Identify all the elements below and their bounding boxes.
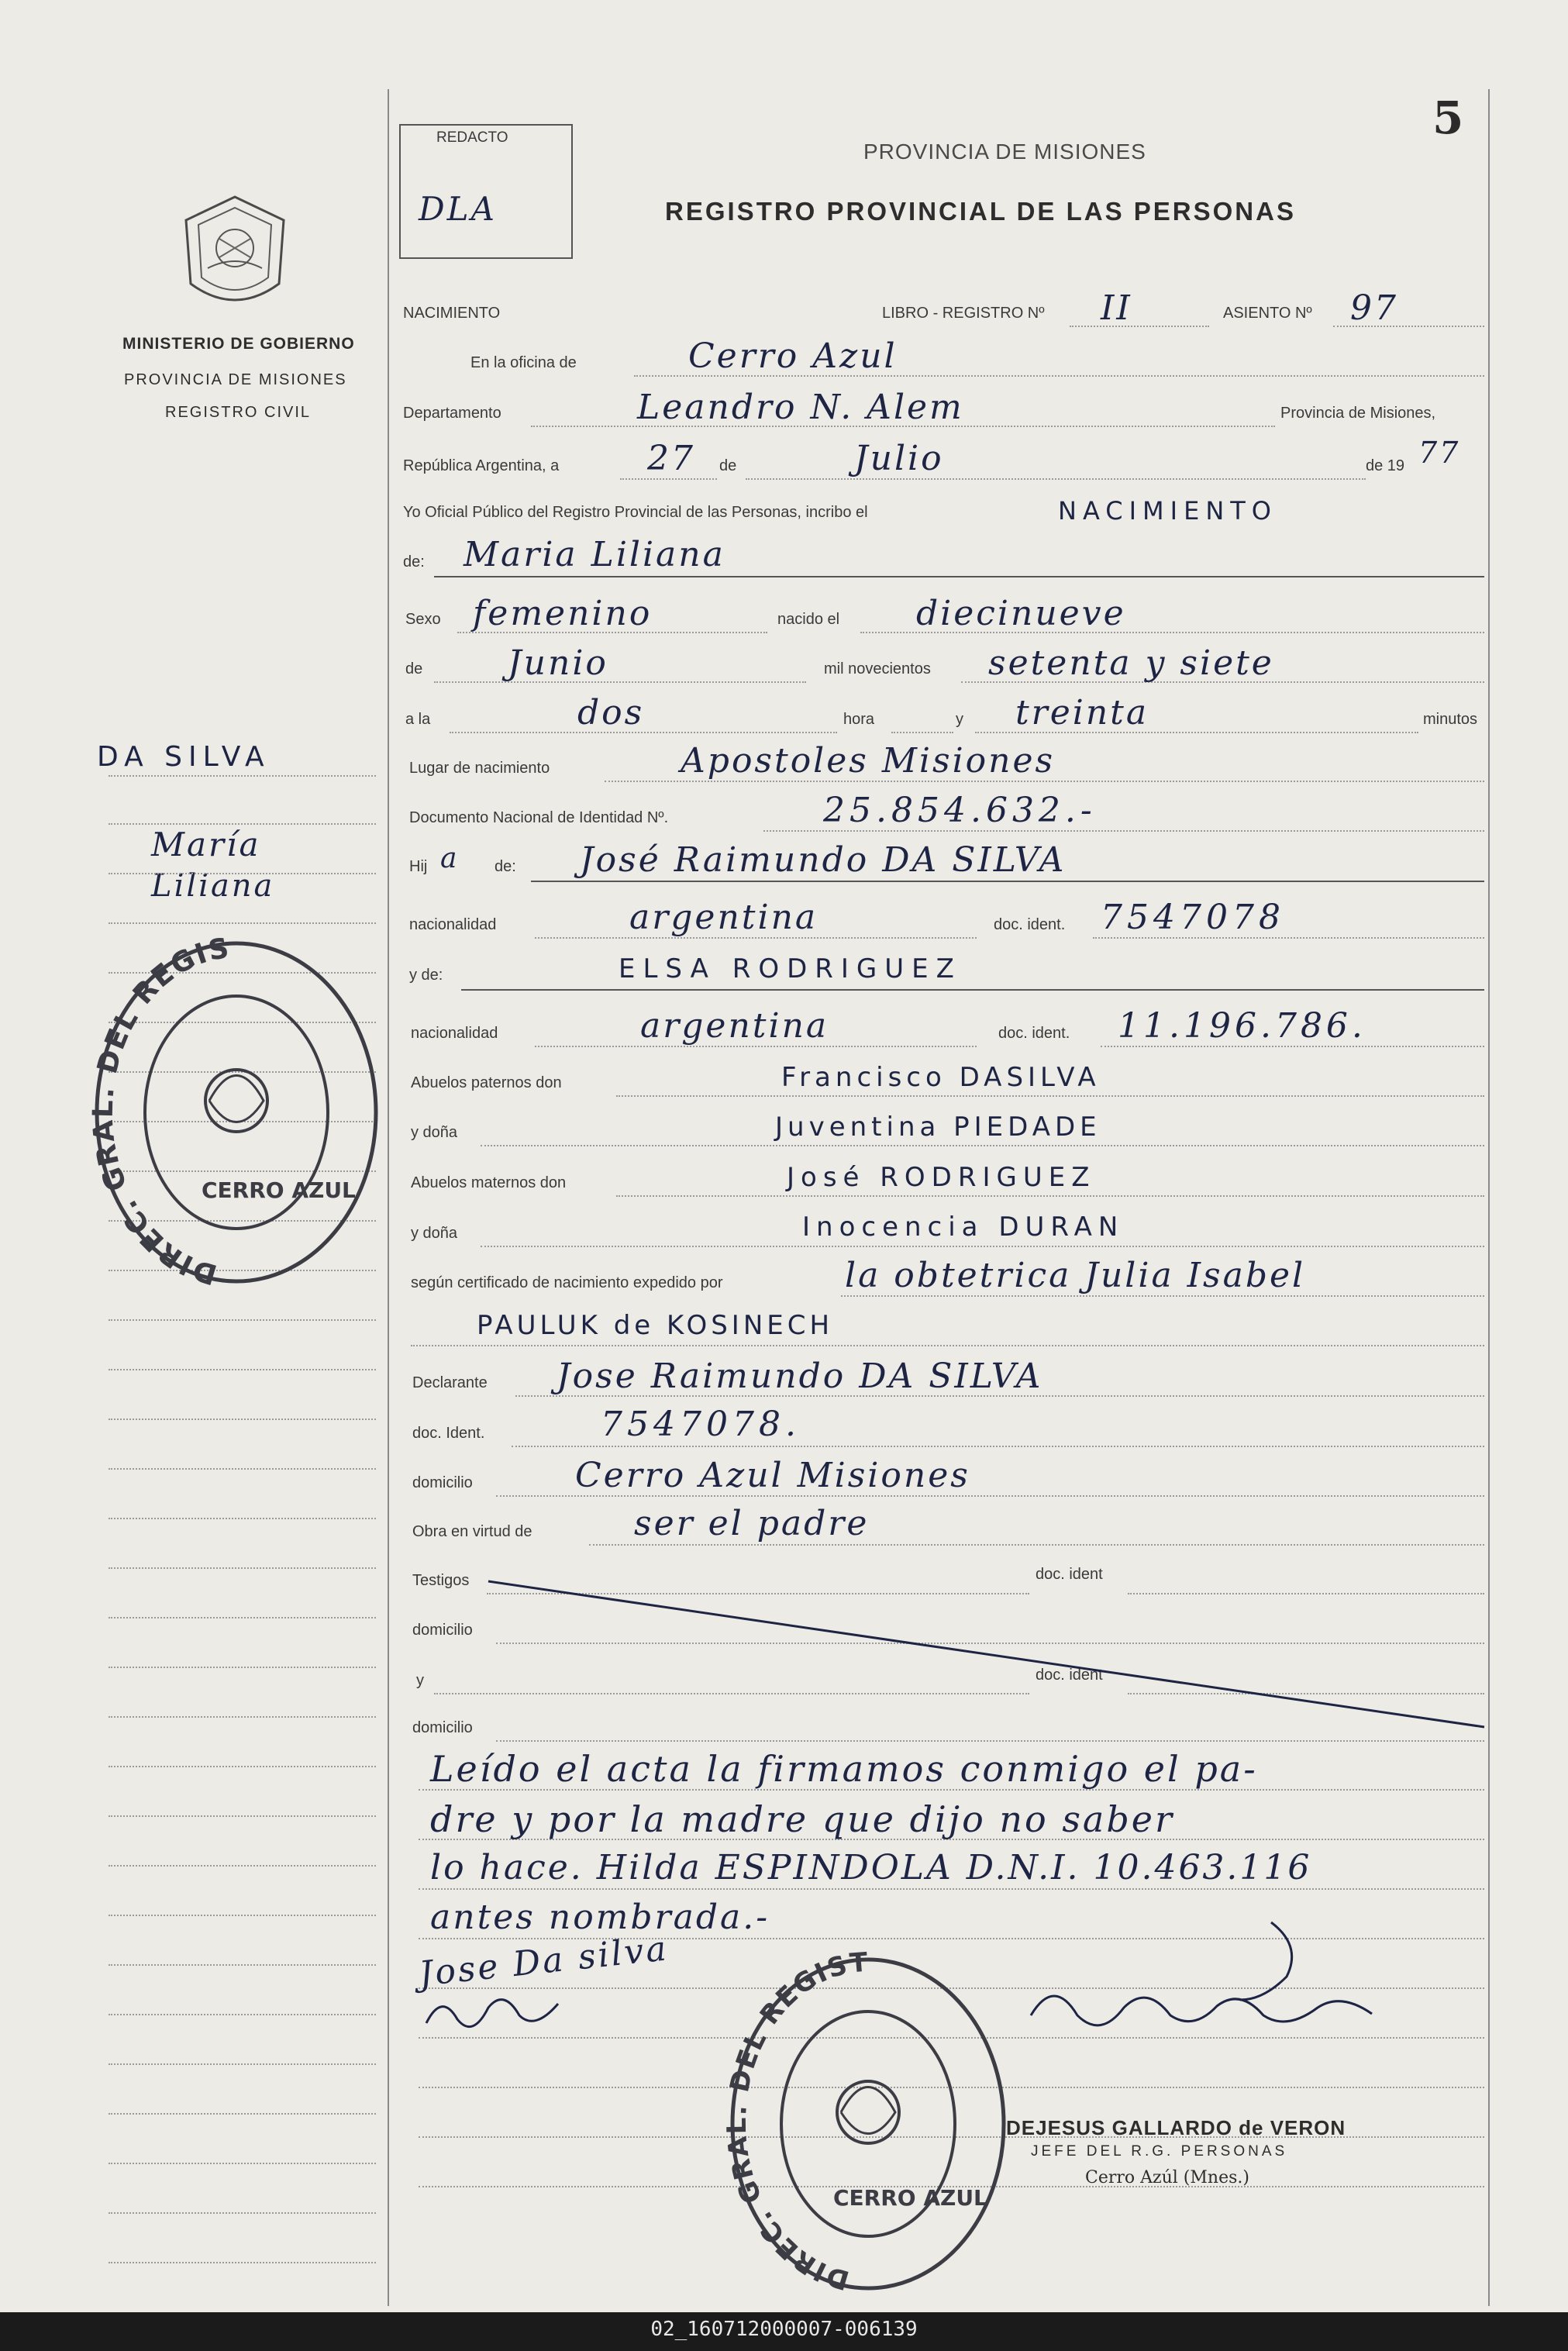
image-id-label: 02_160712000007-006139 (650, 2318, 918, 2341)
value-lugar: Apostoles Misiones (681, 741, 1056, 781)
registry-stamp-left (85, 934, 388, 1294)
value-padre: José Raimundo DA SILVA (580, 840, 1067, 880)
value-sexo: femenino (473, 594, 653, 633)
dotted-line (109, 2063, 376, 2065)
label-asiento: ASIENTO Nº (1223, 305, 1312, 322)
value-departamento: Leandro N. Alem (637, 388, 964, 427)
value-domicilio: Cerro Azul Misiones (575, 1456, 970, 1495)
dotted-line (109, 823, 376, 825)
dotted-line (109, 1518, 376, 1519)
label-nombre-de: de: (403, 553, 425, 571)
value-nacido-dia: diecinueve (916, 594, 1126, 633)
label-provincia-misiones: Provincia de Misiones, (1280, 405, 1436, 422)
label-nacionalidad: nacionalidad (409, 916, 497, 933)
label-nacionalidad2: nacionalidad (411, 1025, 498, 1042)
ministry-line2: PROVINCIA DE MISIONES (124, 371, 347, 388)
label-y-dona2: y doña (411, 1225, 458, 1242)
value-abuela-paterna: Juventina PIEDADE (775, 1112, 1101, 1143)
label-domicilio: domicilio (412, 1474, 473, 1491)
label-y2: y (416, 1672, 424, 1689)
value-dia: 27 (647, 439, 695, 478)
label-segun: según certificado de nacimiento expedido por (411, 1274, 723, 1291)
label-a-la: a la (405, 711, 431, 728)
dotted-line (109, 2014, 376, 2015)
value-oficina: Cerro Azul (688, 336, 898, 376)
label-hij: Hij (409, 858, 428, 875)
label-lugar: Lugar de nacimiento (409, 760, 550, 777)
dotted-line (109, 1468, 376, 1470)
margin-first: María (151, 826, 261, 864)
value-padre-doc: 7547078 (1101, 898, 1285, 937)
value-obra: ser el padre (634, 1504, 870, 1543)
label-mil-novecientos: mil novecientos (824, 660, 931, 677)
value-madre-nac: argentina (640, 1006, 829, 1046)
dotted-line (109, 1667, 376, 1668)
label-libro: LIBRO - REGISTRO Nº (882, 305, 1045, 322)
dotted-line (109, 1716, 376, 1718)
value-dni: 25.854.632.- (823, 791, 1097, 830)
header-title: REGISTRO PROVINCIAL DE LAS PERSONAS (665, 197, 1296, 226)
label-nacido-el: nacido el (777, 611, 840, 628)
value-libro: II (1101, 288, 1132, 328)
value-abuelo-materno: José RODRIGUEZ (787, 1162, 1096, 1193)
label-doc-ident2: doc. ident. (998, 1025, 1070, 1042)
label-domicilio3: domicilio (412, 1719, 473, 1736)
redacto-label: REDACTO (436, 129, 508, 146)
value-nacido-mes: Junio (508, 643, 608, 683)
value-minutos: treinta (1015, 693, 1149, 733)
dotted-line (109, 1567, 376, 1569)
value-mes: Julio (854, 439, 944, 478)
label-yo-oficial: Yo Oficial Público del Registro Provincial de las Personas, incribo el (403, 504, 868, 521)
signature-scribble (419, 1984, 574, 2046)
margin-second: Liliana (151, 868, 275, 904)
value-madre-doc: 11.196.786. (1118, 1006, 1366, 1046)
dotted-line (109, 2163, 376, 2164)
dotted-line (109, 1915, 376, 1916)
label-testigos: Testigos (412, 1572, 470, 1589)
stamp-left-place: CERRO AZUL (202, 1177, 356, 1203)
label-nacimiento: NACIMIENTO (403, 305, 501, 322)
value-hij-suffix: a (440, 843, 460, 874)
label-y: y (956, 711, 963, 728)
closing-line2: dre y por la madre que dijo no saber (430, 1798, 1175, 1840)
label-de-anio: de 19 (1366, 457, 1405, 474)
label-departamento: Departamento (403, 405, 501, 422)
value-abuelo-paterno: Francisco DASILVA (781, 1062, 1101, 1093)
official-title: JEFE DEL R.G. PERSONAS (1031, 2143, 1288, 2160)
closing-line1: Leído el acta la firmamos conmigo el pa- (430, 1748, 1258, 1790)
label-domicilio2: domicilio (412, 1622, 473, 1639)
value-declarante-doc: 7547078. (601, 1405, 801, 1444)
label-doc-ident4: doc. ident (1036, 1566, 1103, 1583)
label-hij-de: de: (495, 858, 516, 875)
value-anio: 77 (1418, 436, 1461, 470)
official-signature (1008, 1915, 1411, 2070)
label-y-dona: y doña (411, 1124, 458, 1141)
official-name: DEJESUS GALLARDO de VERON (1006, 2116, 1346, 2139)
dotted-line (109, 1815, 376, 1817)
closing-line4: antes nombrada.- (430, 1898, 770, 1937)
value-madre: ELSA RODRIGUEZ (619, 953, 962, 984)
dotted-line (109, 1617, 376, 1618)
dotted-line (109, 922, 376, 924)
label-hora: hora (843, 711, 875, 728)
signature-father: Jose Da silva (417, 1929, 670, 1994)
dotted-line (109, 1964, 376, 1966)
registry-stamp-bottom (721, 1949, 1015, 2302)
label-de: de (719, 457, 737, 474)
label-abuelos-maternos: Abuelos maternos don (411, 1174, 567, 1191)
dotted-line (109, 2212, 376, 2214)
ministry-line3: REGISTRO CIVIL (165, 404, 312, 421)
ministry-line1: MINISTERIO DE GOBIERNO (122, 335, 355, 353)
label-declarante: Declarante (412, 1374, 488, 1391)
label-y-de: y de: (409, 967, 443, 984)
dotted-line (109, 1766, 376, 1767)
label-obra: Obra en virtud de (412, 1523, 532, 1540)
stamp-bottom-text: DIREC. GRAL. DEL REGIST (721, 1949, 870, 2296)
label-minutos: minutos (1423, 711, 1478, 728)
dotted-line (109, 1319, 376, 1321)
value-nacido-anio: setenta y siete (988, 643, 1274, 683)
margin-surname: DA SILVA (97, 741, 271, 773)
label-documento: Documento Nacional de Identidad Nº. (409, 809, 669, 826)
stamp-bottom-place: CERRO AZUL (833, 2185, 987, 2211)
dotted-line (109, 2262, 376, 2263)
label-doc-ident5: doc. ident (1036, 1667, 1103, 1684)
value-padre-nac: argentina (629, 898, 818, 937)
label-abuelos-paternos: Abuelos paternos don (411, 1074, 562, 1091)
value-nombre: Maria Liliana (464, 535, 725, 574)
dotted-line (109, 1419, 376, 1420)
dotted-line (109, 775, 376, 777)
stamp-left-text: DIREC. GRAL. DEL REGIS (87, 934, 233, 1291)
label-republica: República Argentina, a (403, 457, 560, 474)
header-province: PROVINCIA DE MISIONES (863, 140, 1146, 164)
value-certificado-2: PAULUK de KOSINECH (477, 1310, 834, 1341)
label-doc-ident3: doc. Ident. (412, 1425, 485, 1442)
svg-text:DIREC. GRAL. DEL REGISTRO PROV (85, 934, 233, 1291)
dotted-line (109, 1865, 376, 1867)
closing-line3: lo hace. Hilda ESPINDOLA D.N.I. 10.463.116 (430, 1848, 1312, 1887)
value-acta: NACIMIENTO (1058, 496, 1277, 526)
redacto-initials: DLA (419, 190, 497, 228)
value-declarante: Jose Raimundo DA SILVA (557, 1356, 1043, 1396)
label-sexo: Sexo (405, 611, 441, 628)
value-certificado-1: la obtetrica Julia Isabel (845, 1256, 1306, 1295)
dotted-line (109, 1369, 376, 1370)
official-place: Cerro Azúl (Mnes.) (1085, 2168, 1249, 2187)
dotted-line (109, 873, 376, 874)
value-asiento: 97 (1350, 288, 1398, 328)
label-de2: de (405, 660, 423, 677)
value-hora: dos (577, 693, 645, 733)
page-number: 5 (1432, 91, 1464, 144)
dotted-line (109, 2113, 376, 2115)
label-doc-ident: doc. ident. (994, 916, 1066, 933)
dotted-line (419, 1888, 1484, 1890)
label-oficina: En la oficina de (470, 354, 577, 371)
value-abuela-materna: Inocencia DURAN (802, 1212, 1125, 1243)
